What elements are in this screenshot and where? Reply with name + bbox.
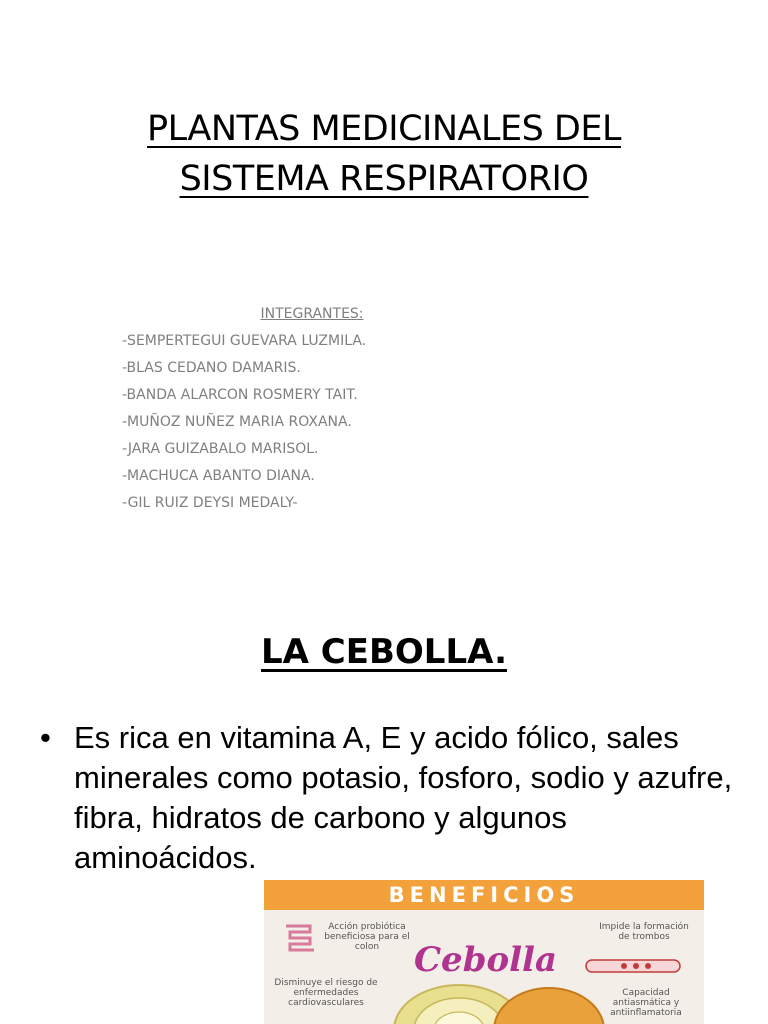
note-bottom-right: Capacidad antiasmática y antiinflamatoria [610,988,682,1018]
heading-text: LA CEBOLLA. [260,632,507,672]
page-title [0,104,768,204]
onion-icon [389,970,609,1024]
section-heading [0,632,768,672]
benefits-infographic [264,880,704,1024]
member-item: -BLAS CEDANO DAMARIS. [122,360,301,376]
members-list [122,306,542,517]
title-line-1: PLANTAS MEDICINALES DEL [147,109,621,149]
onion-wordmark: Cebolla [414,940,558,980]
slide-cebolla [0,580,768,1024]
note-top-right: Impide la formación de trombos [599,922,689,942]
bullet-item [40,718,740,878]
bullet-text: Es rica en vitamina A, E y acido fólico, sales minerales como potasio, fosforo, sodio y azufre, fibra, hidratos de carbono y algunos aminoácidos. [74,720,733,875]
member-item: -GIL RUIZ DEYSI MEDALY- [122,495,298,511]
member-item: -MACHUCA ABANTO DIANA. [122,468,315,484]
title-line-2: SISTEMA RESPIRATORIO [179,159,589,199]
members-heading: INTEGRANTES: [260,306,364,322]
member-item: -BANDA ALARCON ROSMERY TAIT. [122,387,358,403]
member-item: -JARA GUIZABALO MARISOL. [122,441,319,457]
note-top-left: Acción probiótica beneficiosa para el colon [324,922,410,952]
infographic-banner: BENEFICIOS [264,880,704,910]
member-item: -SEMPERTEGUI GUEVARA LUZMILA. [122,333,367,349]
bullet-dot: • [40,720,51,755]
intestine-icon [278,920,318,960]
member-item: -MUÑOZ NUÑEZ MARIA ROXANA. [122,414,352,430]
note-bottom-left: Disminuye el riesgo de enfermedades cardiovasculares [274,978,378,1008]
